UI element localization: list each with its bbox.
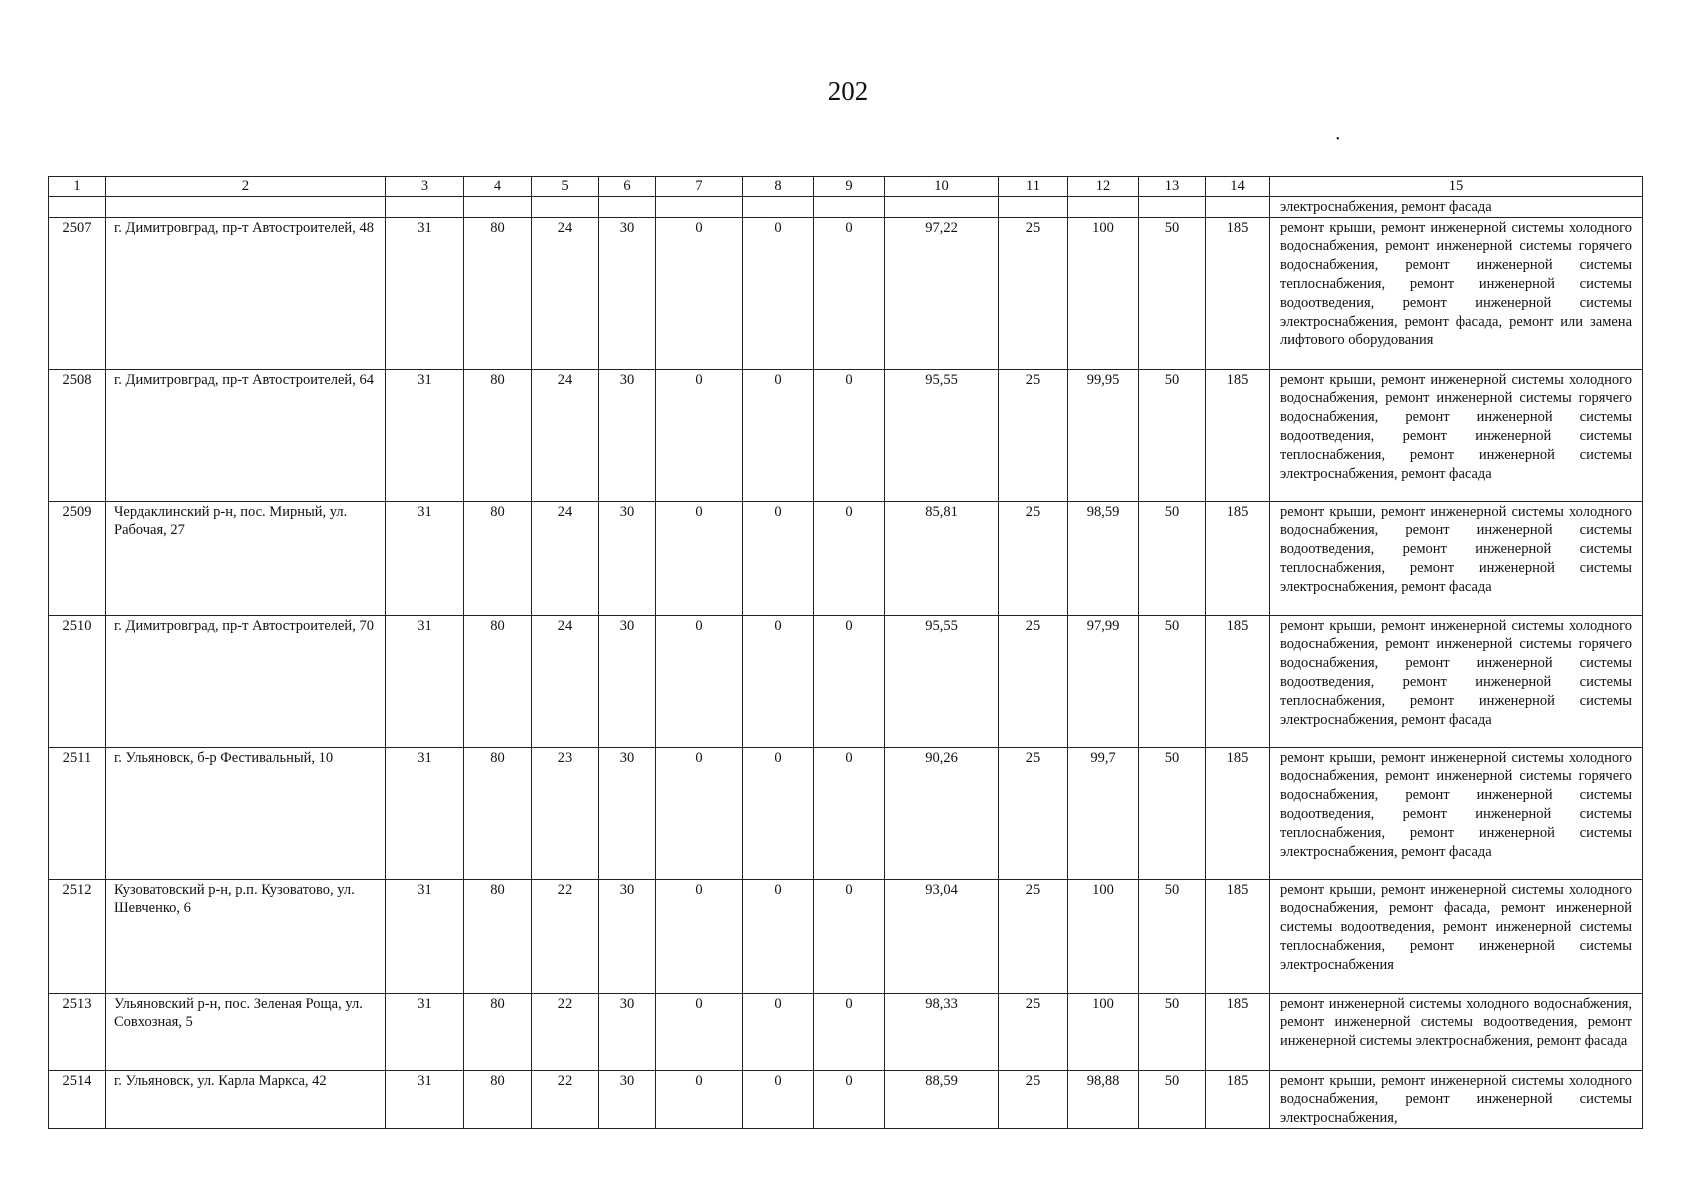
value-cell: 185 xyxy=(1206,501,1270,615)
value-cell: 0 xyxy=(814,369,885,501)
value-cell: 93,04 xyxy=(885,879,999,993)
value-cell: 31 xyxy=(386,217,464,369)
empty-cell xyxy=(532,196,599,217)
value-cell: 25 xyxy=(999,747,1068,879)
value-cell: 185 xyxy=(1206,1070,1270,1128)
value-cell: 185 xyxy=(1206,217,1270,369)
address-cell: г. Димитровград, пр-т Автостроителей, 64 xyxy=(106,369,386,501)
value-cell: 95,55 xyxy=(885,369,999,501)
value-cell: 50 xyxy=(1139,501,1206,615)
value-cell: 24 xyxy=(532,501,599,615)
table-row xyxy=(49,501,1643,615)
value-cell: 24 xyxy=(532,615,599,747)
value-cell: 80 xyxy=(464,369,532,501)
value-cell: 25 xyxy=(999,1070,1068,1128)
value-cell: 0 xyxy=(814,747,885,879)
value-cell: 24 xyxy=(532,217,599,369)
value-cell: 50 xyxy=(1139,747,1206,879)
works-cell: ремонт крыши, ремонт инженерной системы холодного водоснабжения, ремонт инженерной системы горячего водоснабжения, ремонт инженерной системы водоотведения, ремонт инженерной системы теплоснабжения, ремонт инженерной системы электроснабжения, ремонт фасада xyxy=(1270,747,1643,879)
value-cell: 0 xyxy=(656,369,743,501)
row-number-cell: 2510 xyxy=(49,615,106,747)
value-cell: 31 xyxy=(386,747,464,879)
row-number-cell: 2508 xyxy=(49,369,106,501)
value-cell: 0 xyxy=(656,217,743,369)
value-cell: 98,88 xyxy=(1068,1070,1139,1128)
value-cell: 30 xyxy=(599,747,656,879)
table-row xyxy=(49,369,1643,501)
value-cell: 99,7 xyxy=(1068,747,1139,879)
value-cell: 50 xyxy=(1139,615,1206,747)
address-cell: г. Димитровград, пр-т Автостроителей, 48 xyxy=(106,217,386,369)
page-number: 202 xyxy=(827,76,869,106)
row-number-cell: 2512 xyxy=(49,879,106,993)
column-header-5: 5 xyxy=(532,177,599,197)
column-header-11: 11 xyxy=(999,177,1068,197)
value-cell: 100 xyxy=(1068,879,1139,993)
value-cell: 185 xyxy=(1206,879,1270,993)
empty-cell xyxy=(386,196,464,217)
value-cell: 0 xyxy=(656,879,743,993)
value-cell: 0 xyxy=(743,615,814,747)
value-cell: 0 xyxy=(743,879,814,993)
works-cell: ремонт крыши, ремонт инженерной системы холодного водоснабжения, ремонт инженерной системы горячего водоснабжения, ремонт инженерной системы теплоснабжения, ремонт инженерной системы водоотведения, ремонт инженерной системы электроснабжения, ремонт фасада, ремонт или замена лифтового оборудования xyxy=(1270,217,1643,369)
value-cell: 80 xyxy=(464,747,532,879)
value-cell: 85,81 xyxy=(885,501,999,615)
value-cell: 80 xyxy=(464,993,532,1070)
value-cell: 0 xyxy=(743,217,814,369)
value-cell: 25 xyxy=(999,993,1068,1070)
header-row xyxy=(49,177,1643,197)
value-cell: 80 xyxy=(464,879,532,993)
value-cell: 50 xyxy=(1139,217,1206,369)
value-cell: 24 xyxy=(532,369,599,501)
value-cell: 23 xyxy=(532,747,599,879)
works-cell: ремонт крыши, ремонт инженерной системы холодного водоснабжения, ремонт инженерной системы горячего водоснабжения, ремонт инженерной системы водоотведения, ремонт инженерной системы теплоснабжения, ремонт инженерной системы электроснабжения, ремонт фасада xyxy=(1270,615,1643,747)
column-number-header xyxy=(49,177,1643,197)
value-cell: 25 xyxy=(999,879,1068,993)
value-cell: 0 xyxy=(814,1070,885,1128)
empty-cell xyxy=(656,196,743,217)
column-header-7: 7 xyxy=(656,177,743,197)
value-cell: 30 xyxy=(599,879,656,993)
value-cell: 0 xyxy=(814,993,885,1070)
column-header-9: 9 xyxy=(814,177,885,197)
works-cell: ремонт крыши, ремонт инженерной системы холодного водоснабжения, ремонт фасада, ремонт инженерной системы водоотведения, ремонт инженерной системы теплоснабжения, ремонт инженерной системы электроснабжения xyxy=(1270,879,1643,993)
value-cell: 0 xyxy=(743,501,814,615)
empty-cell xyxy=(1206,196,1270,217)
column-header-14: 14 xyxy=(1206,177,1270,197)
value-cell: 0 xyxy=(656,747,743,879)
value-cell: 97,22 xyxy=(885,217,999,369)
column-header-12: 12 xyxy=(1068,177,1139,197)
value-cell: 80 xyxy=(464,501,532,615)
column-header-4: 4 xyxy=(464,177,532,197)
works-cell: ремонт крыши, ремонт инженерной системы холодного водоснабжения, ремонт инженерной системы водоотведения, ремонт инженерной системы теплоснабжения, ремонт инженерной системы электроснабжения, ремонт фасада xyxy=(1270,501,1643,615)
table-row xyxy=(49,747,1643,879)
value-cell: 185 xyxy=(1206,747,1270,879)
value-cell: 31 xyxy=(386,1070,464,1128)
table-row xyxy=(49,1070,1643,1128)
value-cell: 0 xyxy=(814,501,885,615)
value-cell: 30 xyxy=(599,501,656,615)
stray-mark: • xyxy=(1336,134,1340,145)
value-cell: 0 xyxy=(743,993,814,1070)
row-number-cell: 2514 xyxy=(49,1070,106,1128)
value-cell: 30 xyxy=(599,217,656,369)
empty-cell xyxy=(743,196,814,217)
value-cell: 185 xyxy=(1206,615,1270,747)
column-header-13: 13 xyxy=(1139,177,1206,197)
value-cell: 22 xyxy=(532,993,599,1070)
table-row xyxy=(49,993,1643,1070)
repair-register-table xyxy=(48,176,1643,1129)
table-row xyxy=(49,217,1643,369)
value-cell: 0 xyxy=(656,501,743,615)
table-row xyxy=(49,879,1643,993)
table-row xyxy=(49,615,1643,747)
value-cell: 100 xyxy=(1068,217,1139,369)
value-cell: 0 xyxy=(656,615,743,747)
value-cell: 30 xyxy=(599,993,656,1070)
value-cell: 99,95 xyxy=(1068,369,1139,501)
empty-cell xyxy=(464,196,532,217)
value-cell: 88,59 xyxy=(885,1070,999,1128)
value-cell: 30 xyxy=(599,1070,656,1128)
row-number-cell: 2509 xyxy=(49,501,106,615)
row-number-cell: 2511 xyxy=(49,747,106,879)
value-cell: 22 xyxy=(532,879,599,993)
address-cell: г. Ульяновск, б-р Фестивальный, 10 xyxy=(106,747,386,879)
value-cell: 50 xyxy=(1139,993,1206,1070)
empty-cell xyxy=(814,196,885,217)
value-cell: 31 xyxy=(386,993,464,1070)
value-cell: 50 xyxy=(1139,879,1206,993)
value-cell: 80 xyxy=(464,615,532,747)
works-cell: ремонт инженерной системы холодного водоснабжения, ремонт инженерной системы водоотведения, ремонт инженерной системы электроснабжения, ремонт фасада xyxy=(1270,993,1643,1070)
empty-cell xyxy=(1068,196,1139,217)
value-cell: 0 xyxy=(743,369,814,501)
empty-cell xyxy=(49,196,106,217)
value-cell: 95,55 xyxy=(885,615,999,747)
column-header-8: 8 xyxy=(743,177,814,197)
value-cell: 185 xyxy=(1206,993,1270,1070)
address-cell: Кузоватовский р-н, р.п. Кузоватово, ул. Шевченко, 6 xyxy=(106,879,386,993)
value-cell: 50 xyxy=(1139,369,1206,501)
value-cell: 31 xyxy=(386,369,464,501)
column-header-2: 2 xyxy=(106,177,386,197)
value-cell: 31 xyxy=(386,615,464,747)
value-cell: 22 xyxy=(532,1070,599,1128)
row-number-cell: 2507 xyxy=(49,217,106,369)
value-cell: 0 xyxy=(743,747,814,879)
column-header-6: 6 xyxy=(599,177,656,197)
empty-cell xyxy=(599,196,656,217)
value-cell: 30 xyxy=(599,369,656,501)
row-number-cell: 2513 xyxy=(49,993,106,1070)
works-cell: ремонт крыши, ремонт инженерной системы холодного водоснабжения, ремонт инженерной системы горячего водоснабжения, ремонт инженерной системы водоотведения, ремонт инженерной системы теплоснабжения, ремонт инженерной системы электроснабжения, ремонт фасада xyxy=(1270,369,1643,501)
value-cell: 97,99 xyxy=(1068,615,1139,747)
address-cell: г. Ульяновск, ул. Карла Маркса, 42 xyxy=(106,1070,386,1128)
value-cell: 90,26 xyxy=(885,747,999,879)
value-cell: 80 xyxy=(464,1070,532,1128)
value-cell: 0 xyxy=(814,879,885,993)
works-cell: электроснабжения, ремонт фасада xyxy=(1270,196,1643,217)
works-cell: ремонт крыши, ремонт инженерной системы холодного водоснабжения, ремонт инженерной системы электроснабжения, xyxy=(1270,1070,1643,1128)
value-cell: 98,59 xyxy=(1068,501,1139,615)
value-cell: 30 xyxy=(599,615,656,747)
column-header-10: 10 xyxy=(885,177,999,197)
column-header-15: 15 xyxy=(1270,177,1643,197)
column-header-3: 3 xyxy=(386,177,464,197)
value-cell: 0 xyxy=(656,993,743,1070)
address-cell: Ульяновский р-н, пос. Зеленая Роща, ул. Совхозная, 5 xyxy=(106,993,386,1070)
value-cell: 0 xyxy=(656,1070,743,1128)
empty-cell xyxy=(1139,196,1206,217)
value-cell: 0 xyxy=(814,615,885,747)
value-cell: 25 xyxy=(999,217,1068,369)
value-cell: 31 xyxy=(386,501,464,615)
continuation-row xyxy=(49,196,1643,217)
column-header-1: 1 xyxy=(49,177,106,197)
value-cell: 185 xyxy=(1206,369,1270,501)
value-cell: 80 xyxy=(464,217,532,369)
value-cell: 25 xyxy=(999,501,1068,615)
value-cell: 25 xyxy=(999,369,1068,501)
value-cell: 0 xyxy=(743,1070,814,1128)
value-cell: 100 xyxy=(1068,993,1139,1070)
value-cell: 50 xyxy=(1139,1070,1206,1128)
empty-cell xyxy=(885,196,999,217)
value-cell: 0 xyxy=(814,217,885,369)
empty-cell xyxy=(106,196,386,217)
address-cell: г. Димитровград, пр-т Автостроителей, 70 xyxy=(106,615,386,747)
address-cell: Чердаклинский р-н, пос. Мирный, ул. Рабочая, 27 xyxy=(106,501,386,615)
value-cell: 98,33 xyxy=(885,993,999,1070)
empty-cell xyxy=(999,196,1068,217)
value-cell: 31 xyxy=(386,879,464,993)
value-cell: 25 xyxy=(999,615,1068,747)
